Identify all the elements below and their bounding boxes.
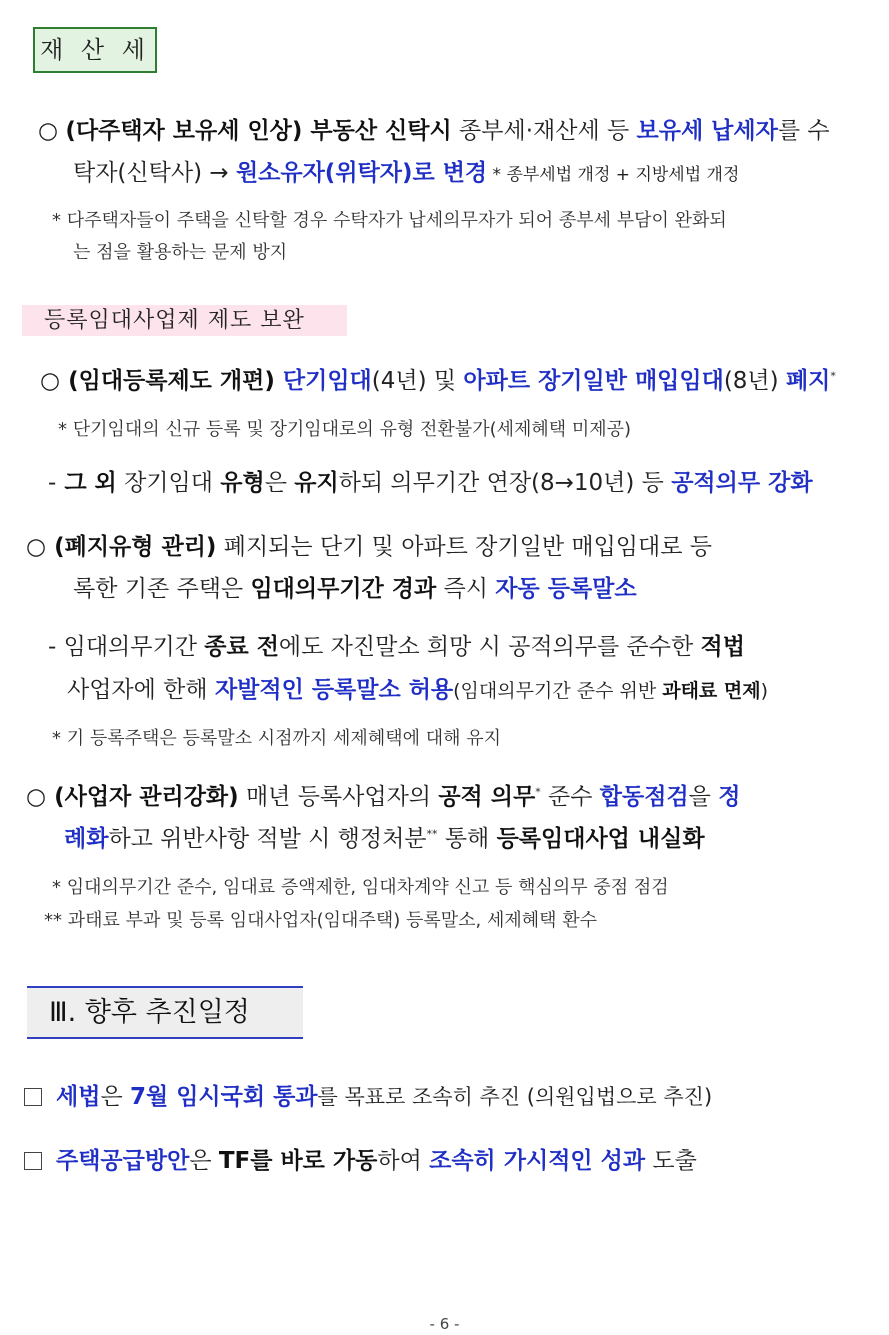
bullet: ○ (40, 368, 61, 394)
page-number: - 6 - (429, 1315, 460, 1333)
text: 단기임대 (274, 368, 372, 394)
paragraph-abolished-types-line2 (73, 570, 637, 603)
text: 공적 의무 (438, 784, 536, 810)
text: 하고 위반사항 적발 시 행정처분 (108, 826, 427, 852)
text: 임대의무기간 (56, 634, 205, 660)
text: 통해 (437, 826, 497, 852)
text: 매년 등록사업자의 (238, 784, 439, 810)
bullet: ○ (26, 784, 47, 810)
text: 7월 임시국회 통과 (129, 1084, 318, 1110)
text: 도출 (645, 1148, 697, 1174)
text: 임대의무기간 경과 (250, 576, 437, 602)
text: 세법 (56, 1084, 101, 1110)
text: 종부세·재산세 등 (451, 118, 637, 144)
paragraph-operator-management (26, 778, 740, 811)
text: 하여 (377, 1148, 430, 1174)
text: 사업자에 한해 (67, 677, 215, 703)
text: 에도 자진말소 희망 시 공적의무를 준수한 (278, 634, 701, 660)
text: ) (760, 680, 769, 702)
text: 을 (688, 784, 719, 810)
paragraph-abolished-types (26, 528, 712, 561)
text: 유형 (220, 470, 265, 496)
checklist-item-housing-supply (24, 1142, 697, 1175)
subitem-long-term-rental (48, 464, 813, 497)
text: 록한 기존 주택은 (73, 576, 251, 602)
text: (다주택자 보유세 인상) (65, 118, 303, 144)
text: (사업자 관리강화) (46, 784, 239, 810)
text: 자동 등록말소 (495, 576, 637, 602)
text: (8년) (723, 368, 786, 394)
note-inline: * 종부세법 개정 + 지방세법 개정 (487, 165, 740, 185)
text: 유지 (294, 470, 339, 496)
text: TF를 바로 가동 (218, 1148, 378, 1174)
footnote-mark: * (830, 369, 836, 383)
dash: - (48, 634, 57, 660)
text: 를 목표로 조속히 추진 (의원입법으로 추진) (317, 1085, 713, 1109)
note-penalties: ** 과태료 부과 및 등록 임대사업자(임대주택) 등록말소, 세제혜택 환수 (44, 910, 598, 931)
bullet: ○ (38, 118, 59, 144)
text: 아파트 장기일반 매입임대 (463, 368, 724, 394)
text: 은 (264, 470, 295, 496)
note-existing-housing: * 기 등록주택은 등록말소 시점까지 세제혜택에 대해 유지 (52, 728, 501, 749)
text: 은 (100, 1084, 130, 1110)
text: 주택공급방안 (56, 1148, 190, 1174)
paragraph-operator-management-line2 (64, 820, 705, 853)
note-core-obligations: * 임대의무기간 준수, 임대료 증액제한, 임대차계약 신고 등 핵심의무 중점 점검 (52, 877, 669, 898)
text: 종료 전 (204, 634, 279, 660)
text: 그 외 (56, 470, 117, 496)
section-heading-property-tax: 재 산 세 (33, 27, 157, 73)
text: 정 (718, 784, 741, 810)
checkbox-icon (24, 1088, 42, 1106)
text: 원소유자(위탁자)로 변경 (235, 160, 488, 186)
subitem-voluntary-cancellation (48, 628, 745, 661)
footnote-mark: * (535, 785, 541, 799)
text: 합동점검 (599, 784, 689, 810)
text: 조속히 가시적인 성과 (429, 1148, 646, 1174)
text: 자발적인 등록말소 허용 (214, 677, 454, 703)
checkbox-icon (24, 1152, 42, 1170)
text: 준수 (540, 784, 600, 810)
text: 은 (189, 1148, 219, 1174)
text: (폐지유형 관리) (46, 534, 217, 560)
subitem-voluntary-cancellation-line2 (67, 671, 768, 704)
bullet: ○ (26, 534, 47, 560)
text: 폐지되는 단기 및 아파트 장기일반 매입임대로 등 (216, 534, 712, 560)
paragraph-rental-reform (40, 362, 836, 395)
text: 보유세 납세자 (636, 118, 778, 144)
checklist-item-tax-law (24, 1078, 712, 1111)
text: 부동산 신탁시 (302, 118, 452, 144)
footnote-mark: ** (426, 827, 438, 841)
paragraph-trust-tax-line2 (73, 154, 739, 187)
paragraph-trust-tax (38, 112, 830, 145)
text: 과태료 면제 (662, 680, 761, 702)
dash: - (48, 470, 57, 496)
text: 를 수 (777, 118, 830, 144)
text: 폐지 (785, 368, 831, 394)
note-trust-purpose: * 다주택자들이 주택을 신탁할 경우 수탁자가 납세의무자가 되어 종부세 부담이 완화되 (52, 210, 727, 231)
text: (임대등록제도 개편) (60, 368, 275, 394)
text: (4년) 및 (371, 368, 464, 394)
text: 례화 (64, 826, 109, 852)
text: 장기임대 (116, 470, 221, 496)
note-short-term-rental: * 단기임대의 신규 등록 및 장기임대로의 유형 전환불가(세제혜택 미제공) (58, 419, 632, 440)
text: 즉시 (436, 576, 496, 602)
text: 공적의무 강화 (671, 470, 813, 496)
note-trust-purpose-line2: 는 점을 활용하는 문제 방지 (73, 242, 288, 263)
text: 탁자(신탁사) → (73, 160, 236, 186)
section-heading-schedule: Ⅲ. 향후 추진일정 (27, 986, 303, 1039)
text: 등록임대사업 내실화 (496, 826, 705, 852)
text: (임대의무기간 준수 위반 (453, 680, 663, 702)
text: 적법 (700, 634, 745, 660)
section-heading-rental-registration: 등록임대사업제 제도 보완 (22, 305, 347, 336)
text: 하되 의무기간 연장(8→10년) 등 (338, 470, 672, 496)
